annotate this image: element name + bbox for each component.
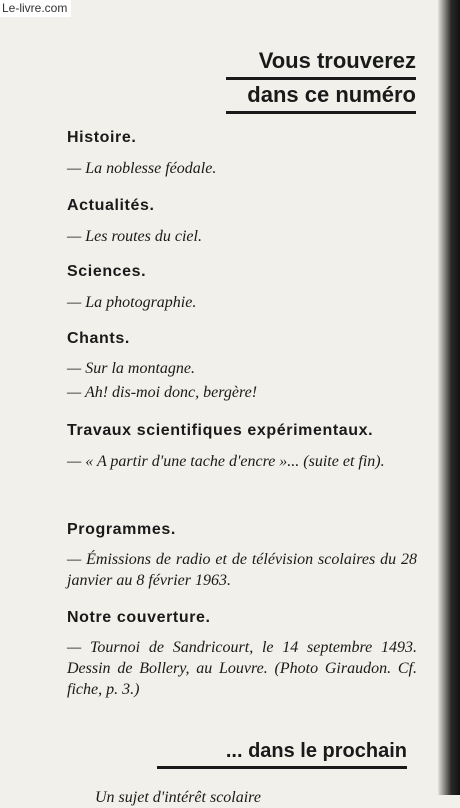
section-item: — Émissions de radio et de télévision scolaires du 28 janvier au 8 février 1963. xyxy=(67,551,417,589)
section-programmes xyxy=(67,520,417,591)
section-histoire xyxy=(67,128,417,179)
page-header xyxy=(226,46,416,114)
book-spine-shadow xyxy=(438,0,460,795)
section-sciences xyxy=(67,262,417,313)
section-title: Programmes. xyxy=(67,521,176,538)
section-couverture xyxy=(67,608,417,700)
header-line-2: dans ce numéro xyxy=(226,80,416,114)
section-title: Sciences. xyxy=(67,263,147,280)
next-issue-heading: ... dans le prochain xyxy=(157,736,407,769)
section-title: Notre couverture. xyxy=(67,609,211,626)
watermark: Le-livre.com xyxy=(0,0,71,17)
header-line-1: Vous trouverez xyxy=(226,46,416,80)
section-item: — La photographie. xyxy=(67,294,197,311)
section-title: Chants. xyxy=(67,330,130,347)
section-item: — « A partir d'une tache d'encre »... (suite et fin). xyxy=(67,453,385,470)
section-item: — Les routes du ciel. xyxy=(67,228,202,245)
section-item: — Ah! dis-moi donc, bergère! xyxy=(67,384,258,401)
section-item: — La noblesse féodale. xyxy=(67,160,217,177)
section-item: — Tournoi de Sandricourt, le 14 septembre 1493. Dessin de Bollery, au Louvre. (Photo Giraudon. Cf. fiche, p. 3.) xyxy=(67,639,417,698)
section-title: Histoire. xyxy=(67,129,137,146)
section-item: — Sur la montagne. xyxy=(67,360,195,377)
section-actualites xyxy=(67,196,417,247)
section-chants xyxy=(67,329,417,403)
section-title: Travaux scientifiques expérimentaux. xyxy=(67,422,374,439)
section-title: Actualités. xyxy=(67,197,155,214)
section-travaux xyxy=(67,421,413,472)
cut-off-text: Un sujet d'intérêt scolaire xyxy=(95,789,261,806)
